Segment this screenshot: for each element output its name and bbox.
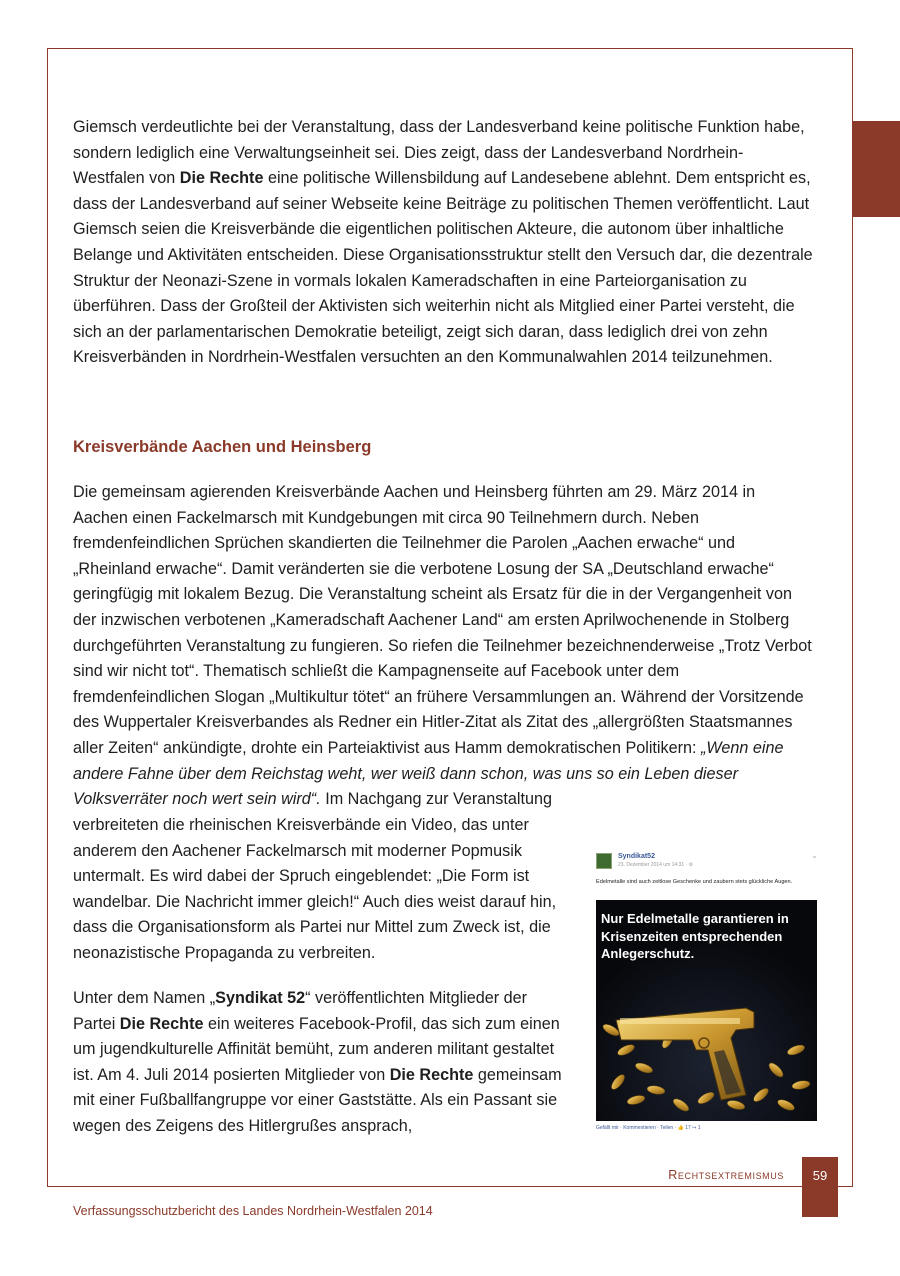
paragraph-syndikat: Unter dem Namen „Syndikat 52“ veröffentlichten Mitglieder der Partei Die Rechte ein weiteres Facebook-Profil, das sich zum einen um jugendkulturelle Affinität bemüht, zum anderen militant gestaltet ist. Am 4. Juli 2014 posierten Mitglieder von Die Rechte gemeinsam mit einer Fußballfangruppe vor einer Gaststätte. Als ein Passant sie wegen des Zeigens des Hitlergrußes ansprach, [73,989,562,1135]
facebook-post-header [590,848,822,872]
paragraph-video: verbreiteten die rheinischen Kreisverbände ein Video, das unter anderem den Aachener Fackelmarsch mit moderner Popmusik untermalt. Es wird dabei der Spruch eingeblendet: „Die Form ist wandelbar. Die Nachricht immer gleich!“ Auch dies weist darauf hin, dass die Organisationsform als Partei nur Mittel zum Zweck ist, die neonazistische Propaganda zu verbreiten. [73,816,557,962]
chapter-tab [853,121,900,217]
post-date: 23. Dezember 2014 um 14:31 · ⚙ [618,862,694,868]
paragraph-landesverband: Giemsch verdeutlichte bei der Veranstaltung, dass der Landesverband keine politische Funktion habe, sondern lediglich eine Verwaltungseinheit sei. Dies zeigt, dass der Landesverband Nordrhein-Westfalen von Die Rechte eine politische Willensbildung auf Landesebene ablehnt. Dem entspricht es, dass der Landesverband auf seiner Webseite keine Beiträge zu politischen Themen veröffentlicht. Laut Giemsch seien die Kreisverbände die eigentlichen politischen Akteure, die autonom über inhaltliche Belange und Aktivitäten entscheiden. Diese Organisationsstruktur stellt den Versuch dar, die dezentrale Struktur der Neonazi-Szene in vormals lokalen Kameradschaften in eine Parteiorganisation zu überführen. Dass der Großteil der Aktivisten sich weiterhin nicht als Mitglied einer Partei versteht, die sich an der parlamentarischen Demokratie beteiligt, zeigt sich daran, dass lediglich drei von zehn Kreisverbänden in Nordrhein-Westfalen versuchten an den Kommunalwahlen 2014 teilzunehmen. [73,118,813,367]
post-picture [596,900,817,1121]
post-picture-caption: Nur Edelmetalle garantieren in Krisenzeiten entsprechenden Anlegerschutz. [601,911,789,961]
post-text: Edelmetalle sind auch zeitlose Geschenke und zaubern stets glückliche Augen. [596,879,793,885]
section-heading: Kreisverbände Aachen und Heinsberg [73,438,372,456]
profile-name: Syndikat52 [618,853,655,860]
profile-avatar [596,853,612,869]
footer-section-title: Rechtsextremismus [668,1168,784,1182]
paragraph-fackelmarsch: Die gemeinsam agierenden Kreisverbände Aachen und Heinsberg führten am 29. März 2014 in Aachen einen Fackelmarsch mit Kundgebungen mit circa 90 Teilnehmern durch. Neben fremdenfeindlichen Sprüchen skandierten die Teilnehmer die Parolen „Aachen erwache“ und „Rheinland erwache“. Damit veränderten sie die verbotene Losung der SA „Deutschland erwache“ geringfügig mit lokalem Bezug. Die Veranstaltung scheint als Ersatz für die in der Vergangenheit von der inzwischen verbotenen „Kameradschaft Aachener Land“ am ersten Aprilwochenende in Stolberg durchgeführten Veranstaltung zu fungieren. So riefen die Teilnehmer bezeichnenderweise „Trotz Verbot sind wir nicht tot“. Thematisch schließt die Kampagnenseite auf Facebook unter dem fremdenfeindlichen Slogan „Multikultur tötet“ an frühere Versammlungen an. Während der Vorsitzende des Wuppertaler Kreisverbandes als Redner ein Hitler-Zitat als Zitat des „allergrößten Staatsmannes aller Zeiten“ ankündigte, drohte ein Parteiaktivist aus Hamm demokratischen Politikern: „Wenn eine andere Fahne über dem Reichstag weht, wer weiß dann schon, was uns so ein Leben dieser Volksverräter noch wert sein wird“. Im Nachgang zur Veranstaltung [73,483,812,809]
chevron-down-icon: ⌄ [811,851,818,860]
footer-publication: Verfassungsschutzbericht des Landes Nordrhein-Westfalen 2014 [73,1204,433,1218]
facebook-post-image [590,848,822,1138]
post-actions: Gefällt mir · Kommentieren · Teilen · 👍 17 ↪ 1 [596,1125,701,1131]
page-number: 59 [802,1157,838,1217]
